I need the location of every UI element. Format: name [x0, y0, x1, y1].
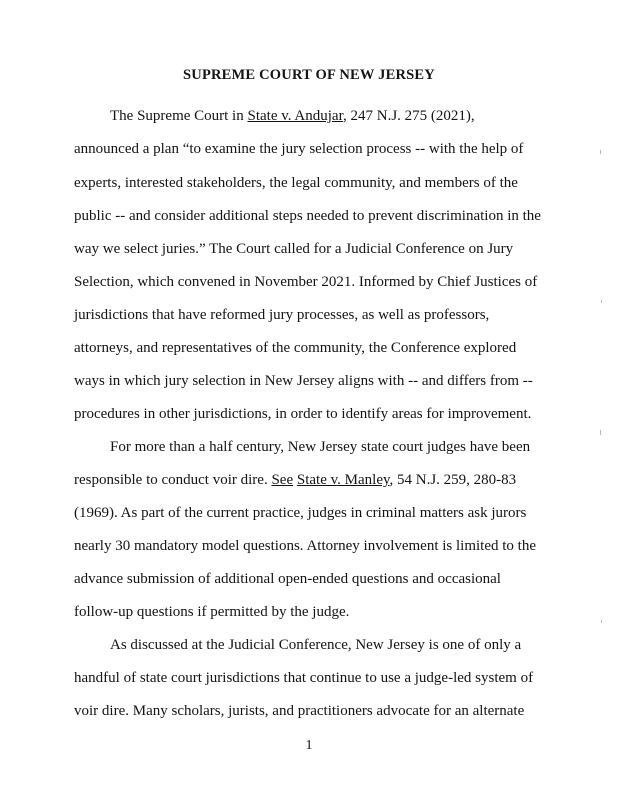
paragraph-line: way we select juries.” The Court called for a Judicial Conference on Jury	[74, 241, 514, 257]
paragraph-line: procedures in other jurisdictions, in order to identify areas for improvement.	[74, 406, 532, 422]
page-number: 1	[305, 738, 313, 753]
paragraph-line: As discussed at the Judicial Conference, New Jersey is one of only a	[110, 637, 522, 653]
paragraph-line: advance submission of additional open-ended questions and occasional	[74, 571, 501, 587]
paragraph-line: Selection, which convened in November 2021. Informed by Chief Justices of	[74, 274, 538, 290]
paragraph-line: nearly 30 mandatory model questions. Attorney involvement is limited to the	[74, 538, 537, 554]
paragraph-line	[74, 471, 516, 489]
case-citation: State v. Manley	[296, 472, 390, 488]
text-run: , 54 N.J. 259, 280-83	[389, 472, 517, 488]
paragraph-line	[110, 107, 475, 125]
scan-artifact	[601, 620, 602, 623]
paragraph-line: public -- and consider additional steps needed to prevent discrimination in the	[74, 208, 541, 224]
text-run: The Supreme Court in	[110, 108, 248, 124]
signal-see: See	[271, 472, 294, 488]
paragraph-line: follow-up questions if permitted by the judge.	[74, 604, 350, 620]
case-citation: State v. Andujar	[247, 108, 343, 124]
paragraph-line: voir dire. Many scholars, jurists, and practitioners advocate for an alternate	[74, 703, 525, 719]
page-heading: SUPREME COURT OF NEW JERSEY	[183, 67, 435, 83]
paragraph-line: jurisdictions that have reformed jury processes, as well as professors,	[74, 307, 490, 323]
paragraph-line: For more than a half century, New Jersey state court judges have been	[110, 439, 531, 455]
paragraph-line: experts, interested stakeholders, the legal community, and members of the	[74, 175, 518, 191]
paragraph-line: ways in which jury selection in New Jersey aligns with -- and differs from --	[74, 373, 533, 389]
paragraph-line: (1969). As part of the current practice, judges in criminal matters ask jurors	[74, 505, 527, 521]
paragraph-line: announced a plan “to examine the jury selection process -- with the help of	[74, 141, 524, 157]
paragraph-line: attorneys, and representatives of the community, the Conference explored	[74, 340, 517, 356]
text-run: , 247 N.J. 275 (2021),	[342, 108, 475, 124]
scan-artifact	[600, 150, 601, 154]
scan-artifact	[600, 430, 601, 435]
scan-artifact	[601, 300, 602, 303]
text-run: responsible to conduct voir dire.	[74, 472, 272, 488]
paragraph-line: handful of state court jurisdictions that continue to use a judge-led system of	[74, 670, 534, 686]
